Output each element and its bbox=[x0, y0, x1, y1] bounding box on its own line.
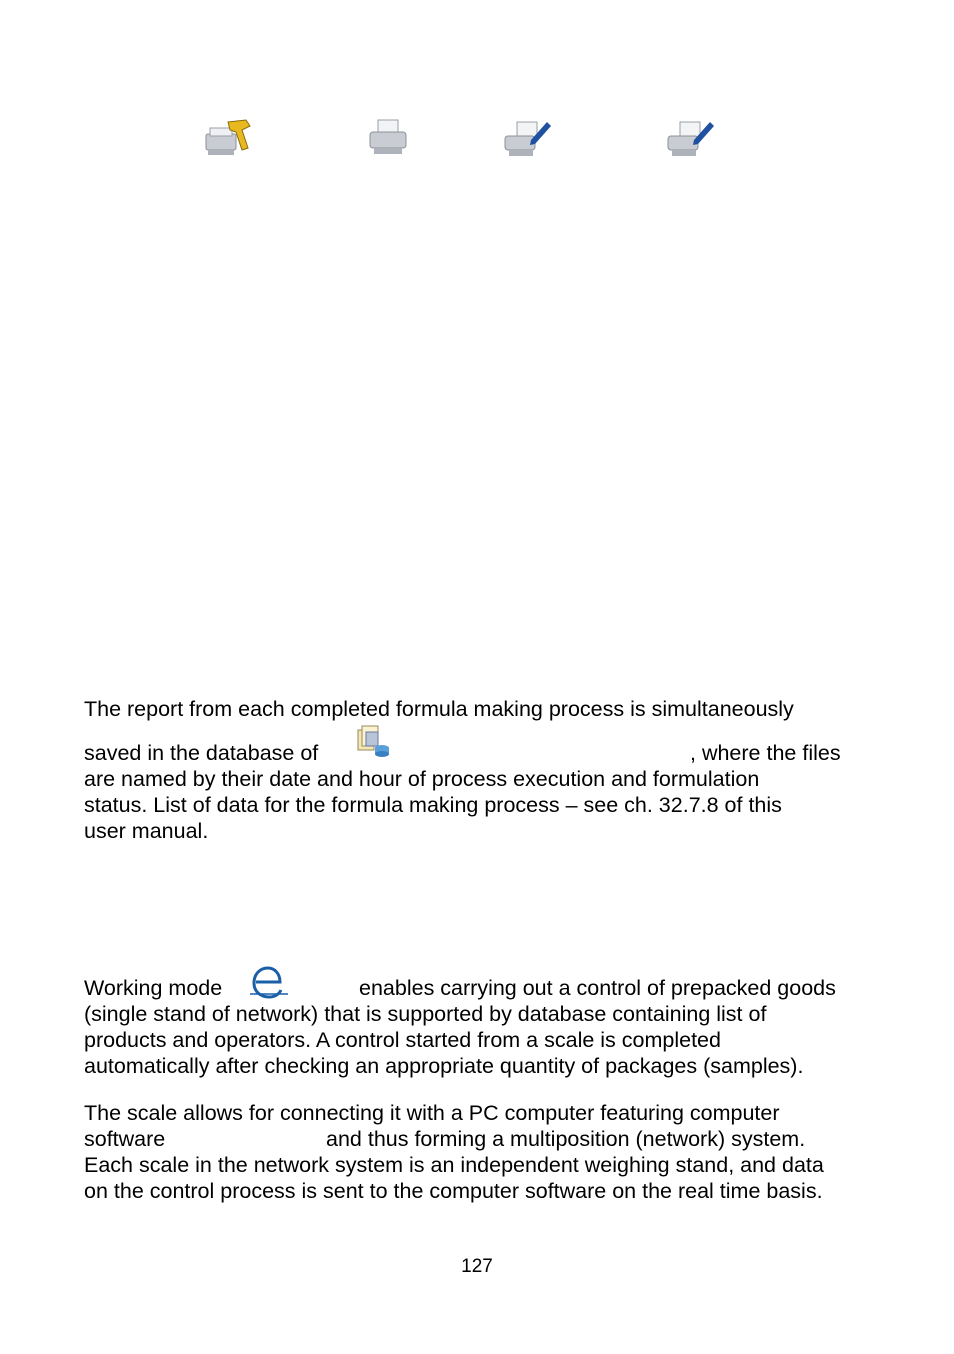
paragraph-text: user manual. bbox=[84, 819, 209, 843]
paragraph-text: (single stand of network) that is supported by database containing list of bbox=[84, 1002, 767, 1026]
process-reports-database-icon[interactable] bbox=[354, 722, 392, 758]
paragraph-text: Each scale in the network system is an independent weighing stand, and data bbox=[84, 1153, 824, 1177]
control-of-prepacked-goods-e-icon[interactable] bbox=[248, 964, 290, 1000]
printer-edit-icon[interactable] bbox=[666, 118, 716, 160]
paragraph-text: and thus forming a multiposition (network) system. bbox=[326, 1127, 806, 1151]
paragraph-text: The report from each completed formula making process is simultaneously bbox=[84, 697, 794, 721]
paragraph-text: enables carrying out a control of prepacked goods bbox=[359, 976, 836, 1000]
printer-edit-icon[interactable] bbox=[503, 118, 553, 160]
printer-icon[interactable] bbox=[368, 116, 412, 160]
paragraph-text: on the control process is sent to the computer software on the real time basis. bbox=[84, 1179, 823, 1203]
paragraph-text: The scale allows for connecting it with a PC computer featuring computer bbox=[84, 1101, 780, 1125]
paragraph-text: products and operators. A control started from a scale is completed bbox=[84, 1028, 721, 1052]
paragraph-text: , where the files bbox=[690, 741, 841, 765]
paragraph-text: Working mode bbox=[84, 976, 223, 1000]
barcode-scanner-printer-icon[interactable] bbox=[202, 116, 258, 160]
paragraph-text: are named by their date and hour of process execution and formulation bbox=[84, 767, 760, 791]
paragraph-text: software bbox=[84, 1127, 166, 1151]
paragraph-text: automatically after checking an appropriate quantity of packages (samples). bbox=[84, 1054, 804, 1078]
paragraph-text: status. List of data for the formula making process – see ch. 32.7.8 of this bbox=[84, 793, 782, 817]
page-number: 127 bbox=[461, 1256, 493, 1277]
paragraph-text: saved in the database of bbox=[84, 741, 319, 765]
